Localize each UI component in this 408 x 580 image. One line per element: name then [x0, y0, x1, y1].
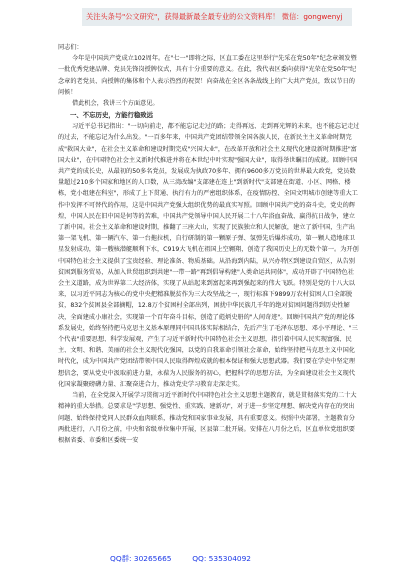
- intro-paragraph: 今年是中国共产党成立102周年。在"七一"即将之际，区直工委在这里举行"先采在党50年"纪念章颁发暨一批优秀党建品牌、党员先锋岗授牌仪式，具有十分重要的意义。在此，我代表区委向获得"光荣在党50年"纪念章的老党员、向授牌的集体和个人表示热烈的祝贺！向奋战在全区各条战线上的广大共产党员，致以节日的问候！: [58, 55, 357, 96]
- body-paragraph: 当前，在全党深入开展学习贯彻习近平新时代中国特色社会主义思想主题教育，就是贯彻落实党的二十大精神的重大举措。总要求是"学思想、强党性、重实践、建新功"，对于进一步坚定理想、解决党内存在的突出问题、始终保持党同人民群众血肉联系，推动党和国家事业发展，具有重要意义。按照中央部署，主题教育分两批进行，八月份之前，中央和省级单位集中开展，区县第二批开展。安排在八月份之后，区直单位党组织要根据省委、市委和区委统一安: [58, 392, 357, 444]
- document-body: [58, 42, 360, 546]
- footer: [110, 552, 340, 566]
- footer-qq-group: QQ群: 30265665: [110, 554, 172, 563]
- footer-qq: QQ: 535304092: [192, 554, 251, 563]
- banner-text: 关注头条号"公文研究"，获得最新最全最专业的公文资料库！ 微信：gongwenyj: [86, 12, 343, 21]
- greeting: 同志们：: [58, 44, 83, 51]
- section-heading: 一、不忘历史，方能行稳致远: [70, 111, 154, 120]
- intro-paragraph: 借此机会，我讲三个方面意见。: [72, 100, 159, 108]
- body-paragraph: 习近平总书记指出："一切向前走，都不能忘记走过的路；走得再远、走到再光辉的未来，也不能忘记走过的过去，不能忘记为什么出发。"一百多年来，中国共产党团结带领全国各族人民，在新民主主义革命时期完成"救国大业"，在社会主义革命和建设时期完成"兴国大业"，在改革开放和社会主义现代化建设新时期推进"富国大业"，在中国特色社会主义新时代推进并将在本世纪中叶实现"强国大业"，取得举世瞩目的成就。回顾中国共产党的成长史，从最初的50多名党员，发展成为执政70多年、拥有9600多万党员的世界最大政党，党员数量超过210多个国家和地区的人口数，从三湾改编"支部建在连上"到新时代"支部建在街道、小区、网格、楼栋，党小组建在科室"，形成了上下贯通、执行有力的严密组织体系，在疫情防控、全国文明城市创建等重大工作中发挥不可替代的作用，这是中国共产党强大组织优势的最真实写照。回顾中国共产党的奋斗史，党史的辉煌，中国人民在旧中国是何等的苦难，中国共产党领导中国人民开展二十八年浴血奋战、赢得抗日战争，建立了新中国。社会主义革命和建设时期，推翻了三座大山，实现了民族独立和人民解放，建立了新中国，生产出第一架飞机、第一辆汽车、第一台拖拉机，自行研制的第一颗原子弹、氢弹先后爆炸成功，第一颗人造地球卫星发射成功，第一艘核潜艇顺利下水，C919大飞机在祖国上空翱翔，创造了我国历史上的无数个第一。为开创中国特色社会主义提供了宝贵经验、理论准备、物质基础。从沿海到内陆，从兴办特区到建设自贸区，从告别贫困到服务贸易，从加入世贸组织到共建"一带一路"再到倡导构建"人类命运共同体"，成功开辟了中国特色社会主义道路，成为世界第二大经济体，实现了从站起来到富起来再到强起来的伟大飞跃。特别是党的十八大以来，以习近平同志为核心的党中央把精准脱贫作为三大攻坚战之一，现行标准下9899万农村贫困人口全部脱贫，832个贫困县全部摘帽，12.8万个贫困村全部出列，困扰中华民族几千年的绝对贫困问题得到历史性解决，全面建成小康社会，实现第一个百年奋斗目标，创造了彪炳史册的"人间奇迹"。回顾中国共产党的理论体系发展史，始终坚持把马克思主义基本原理同中国具体实际相结合，先后产生了毛泽东思想、邓小平理论、"三个代表"重要思想、科学发展观，产生了习近平新时代中国特色社会主义思想，指引着中国人民实现富强、民主、文明、和谐、美丽的社会主义现代化强国，以党的自我革命引领社会革命，始终坚持把马克思主义中国化时代化，成为中国共产党团结带领中国人民取得辉煌成就的根本保证和强大思想武器。我们要在学史中坚定理想信念，要从党史中汲取前进力量，永葆为人民服务的初心，把握科学的思想方法，为全面建设社会主义现代化国家凝聚磅礴力量、汇聚奋进合力，推动党史学习教育走深走实。: [58, 123, 360, 388]
